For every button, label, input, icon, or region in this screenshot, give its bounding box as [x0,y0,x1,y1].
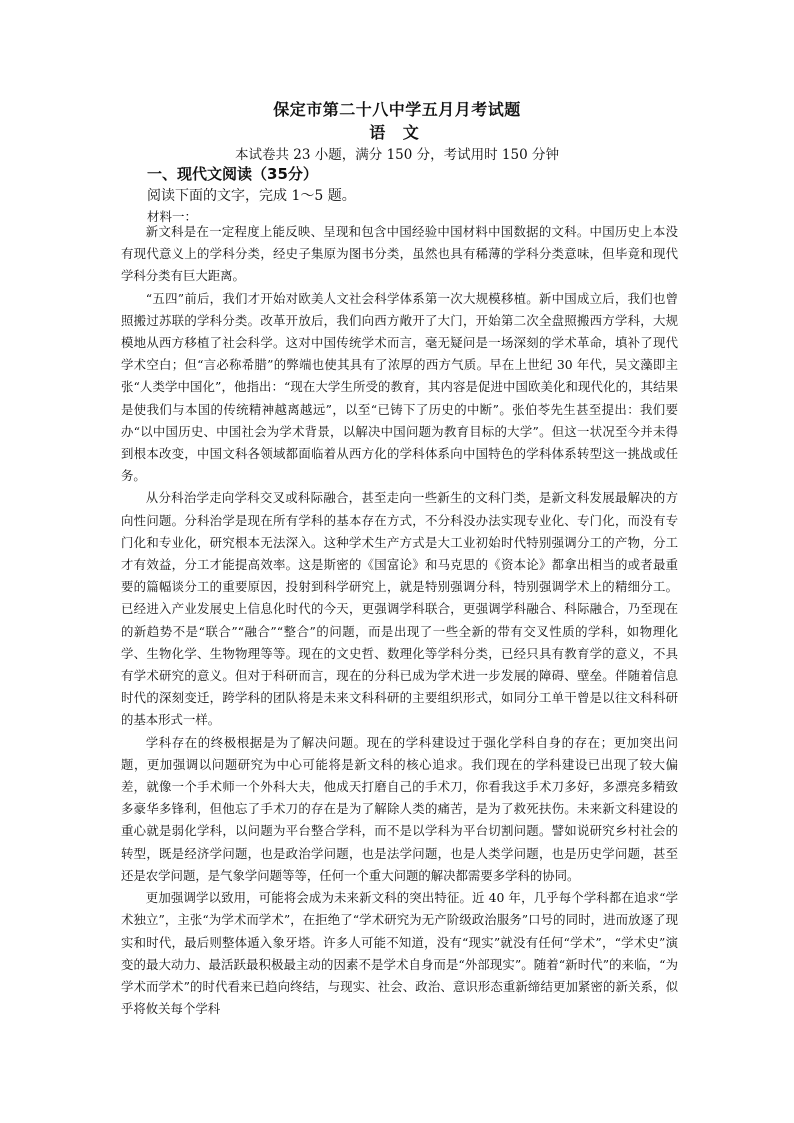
exam-title: 保定市第二十八中学五月月考试题 [273,100,521,119]
paragraph: 新文科是在一定程度上能反映、呈现和包含中国经验中国材料中国数据的文科。中国历史上本没有现代意义上的学科分类，经史子集原为图书分类，虽然也具有稀薄的学科分类意味，但毕竟和现代学科分类有巨大距离。 [121,224,678,284]
section-instruction: 阅读下面的文字，完成 1～5 题。 [147,188,356,204]
paragraph: “五四”前后，我们才开始对欧美人文社会科学体系第一次大规模移植。新中国成立后，我们也曾照搬过苏联的学科分类。改革开放后，我们向西方敞开了大门，开始第二次全盘照搬西方学科，大规模地从西方移植了社会科学。这对中国传统学术而言，毫无疑问是一场深刻的学术革命，填补了现代学术空白；但“言必称希腊”的弊端也使其具有了浓厚的西方气质。早在上世纪 30 年代，吴文藻即主张“人类学中国化”，他指出：“现在大学生所受的教育，其内容是促进中国欧美化和现代化的，其结果是使我们与本国的传统精神越离越远”，以至“已铸下了历史的中断”。张伯苓先生甚至提出：我们要办“以中国历史、中国社会为学术背景，以解决中国问题为教育目标的大学”。但这一状况至今并未得到根本改变，中国文科各领域都面临着从西方化的学科体系向中国特色的学科体系转型这一挑战或任务。 [121,290,678,484]
exam-note: 本试卷共 23 小题，满分 150 分，考试用时 150 分钟 [235,147,559,163]
paragraph: 学科存在的终极根据是为了解决问题。现在的学科建设过于强化学科自身的存在；更加突出问题，更加强调以问题研究为中心可能将是新文科的核心追求。我们现在的学科建设已出现了较大偏差，就像一个手术师一个外科大夫，他成天打磨自己的手术刀，你看我这手术刀多好，多漂亮多精致多豪华多锋利，但他忘了手术刀的存在是为了解除人类的痛苦，是为了救死扶伤。未来新文科建设的重心就是弱化学科，以问题为平台整合学科，而不是以学科为平台切割问题。譬如说研究乡村社会的转型，既是经济学问题，也是政治学问题，也是法学问题，也是人类学问题，也是历史学问题，甚至还是农学问题，是气象学问题等等，任何一个重大问题的解决都需要多学科的协同。 [121,734,678,883]
section-heading: 一、现代文阅读（35分） [147,165,318,183]
exam-subject: 语 文 [369,123,425,142]
article-body [121,221,678,1020]
paragraph: 从分科治学走向学科交叉或科际融合，甚至走向一些新生的文科门类，是新文科发展最解决的方向性问题。分科治学是现在所有学科的基本存在方式，不分科没办法实现专业化、专门化，而没有专门化和专业化，研究根本无法深入。这种学术生产方式是大工业初始时代特别强调分工的产物，分工才有效益，分工才能提高效率。这是斯密的《国富论》和马克思的《资本论》都拿出相当的或者最重要的篇幅谈分工的重要原因，投射到科学研究上，就是特别强调分科，特别强调学术上的精细分工。已经进入产业发展史上信息化时代的今天，更强调学科联合，更强调学科融合、科际融合，乃至现在的新趋势不是“联合”“融合”“整合”的问题，而是出现了一些全新的带有交叉性质的学科，如物理化学、生物化学、生物物理等等。现在的文史哲、数理化等学科分类，已经只具有教育学的意义，不具有学术研究的意义。但对于科研而言，现在的分科已成为学术进一步发展的障碍、壁垒。伴随着信息时代的深刻变迁，跨学科的团队将是未来文科科研的主要组织形式，如同分工单干曾是以往文科科研的基本形式一样。 [121,490,678,728]
paragraph: 更加强调学以致用，可能将会成为未来新文科的突出特征。近 40 年，几乎每个学科都在追求“学术独立”，主张“为学术而学术”，在拒绝了“学术研究为无产阶级政治服务”口号的同时，进而放逐了现实和时代，最后则整体遁入象牙塔。许多人可能不知道，没有“现实”就没有任何“学术”，“学术史”演变的最大动力、最活跃最积极最主动的因素不是学术自身而是“外部现实”。随着“新时代”的来临，“为学术而学术”的时代看来已趋向终结，与现实、社会、政治、意识形态重新缔结更加紧密的新关系，似乎将攸关每个学科 [121,890,678,1017]
material-label: 材料一： [147,209,198,224]
